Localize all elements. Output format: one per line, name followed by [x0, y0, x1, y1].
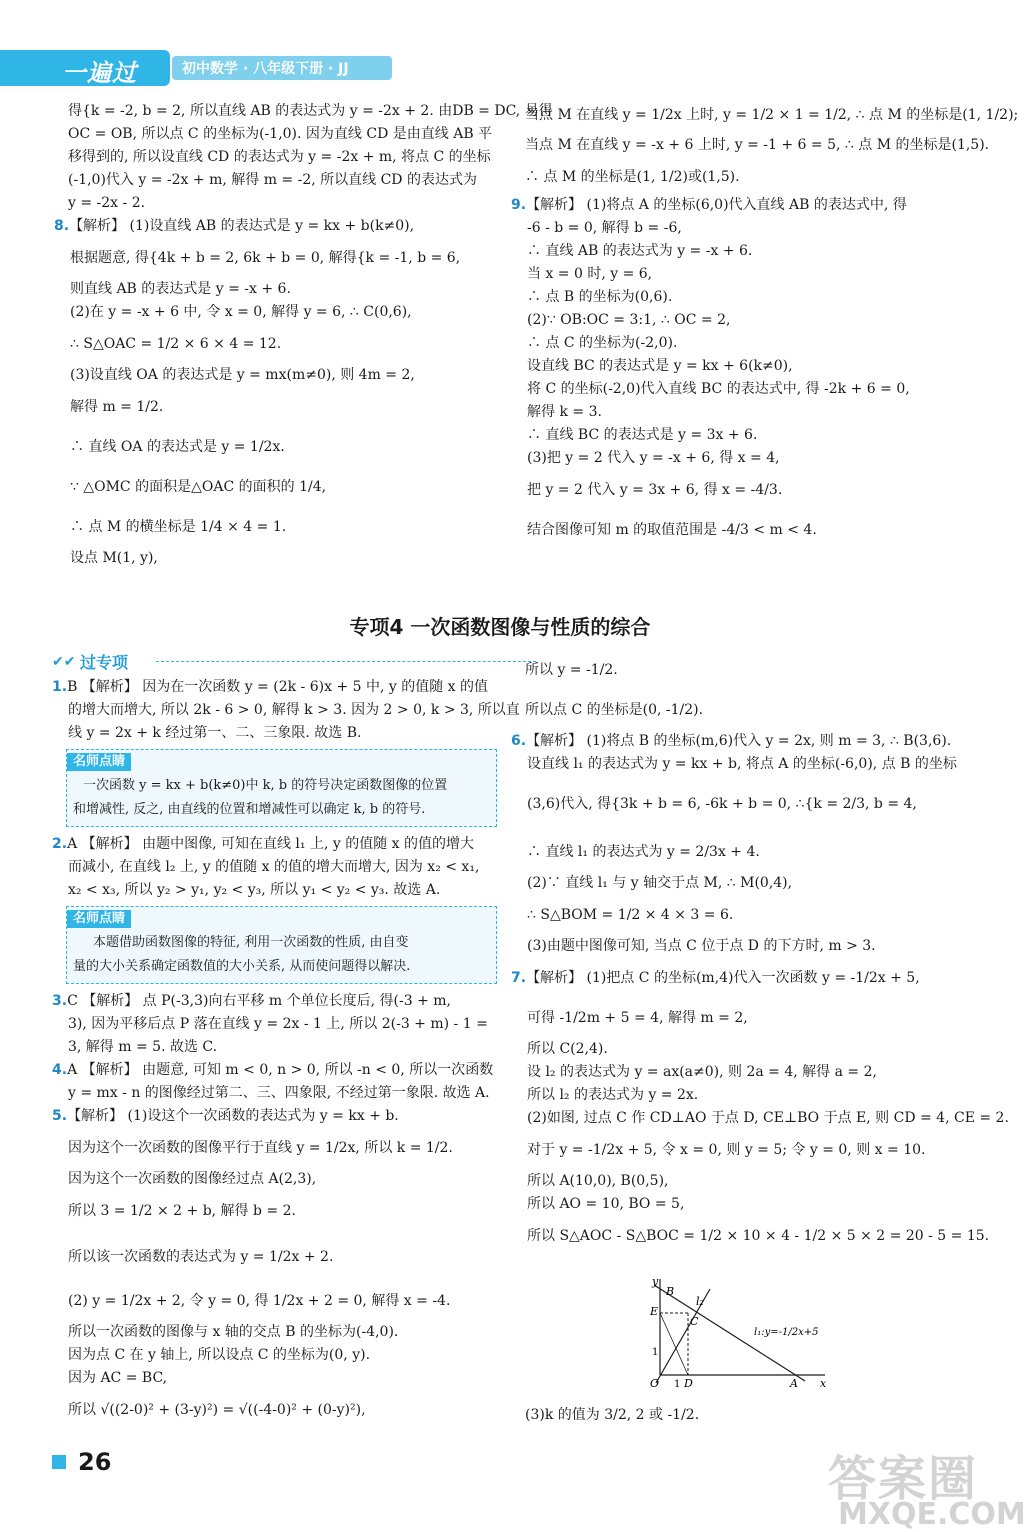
text-line: 【解析】 (1)将点 B 的坐标(m,6)代入 y = 2x, 则 m = 3, ∴ B(3,6). [526, 733, 952, 749]
text-line: 所以 AO = 10, BO = 5, [527, 1196, 685, 1212]
text-line: 移得到的, 所以设直线 CD 的表达式为 y = -2x + m, 将点 C 的坐标 [68, 149, 491, 165]
text-line: y = -2x - 2. [68, 195, 146, 211]
text-line: 得{k = -2, b = 2, 所以直线 AB 的表达式为 y = -2x + 2. 由DB = DC, 易得 [68, 103, 553, 119]
segment-ed [660, 1313, 688, 1375]
text-line: (3)设直线 OA 的表达式是 y = mx(m≠0), 则 4m = 2, [70, 367, 415, 383]
text-line: 设 l₂ 的表达式为 y = ax(a≠0), 则 2a = 4, 解得 a = 2, [527, 1064, 877, 1080]
practice-label: 过专项 [80, 653, 129, 672]
text-line: (2) y = 1/2x + 2, 令 y = 0, 得 1/2x + 2 = 0, 解得 x = -4. [68, 1293, 451, 1309]
text-line: 所以 C(2,4). [527, 1041, 608, 1057]
question-7 [511, 958, 1009, 1256]
text-line: ∴ 点 M 的坐标是(1, 1/2)或(1,5). [525, 169, 740, 185]
text-line: A 【解析】 由题意, 可知 m < 0, n > 0, 所以 -n < 0, 所以一次函数 [67, 1062, 494, 1078]
q7-final-answer [525, 1395, 955, 1435]
tip-box [66, 906, 497, 984]
text-line: 因为 AC = BC, [68, 1370, 168, 1386]
text-line: OC = OB, 所以点 C 的坐标为(-1,0). 因为直线 CD 是由直线 AB 平 [68, 126, 493, 142]
text-line: 所以 l₂ 的表达式为 y = 2x. [527, 1087, 699, 1103]
text-line: 当 x = 0 时, y = 6, [527, 266, 653, 282]
tip-line: 和增减性, 反之, 由直线的位置和增减性可以确定 k, b 的符号. [73, 802, 426, 817]
text-line: (3,6)代入, 得{3k + b = 6, -6k + b = 0, ∴{k = 2/3, b = 4, [527, 796, 917, 812]
text-line: 所以点 C 的坐标是(0, -1/2). [525, 702, 704, 718]
text-line: 设点 M(1, y), [70, 550, 158, 566]
text-line: 因为这个一次函数的图像平行于直线 y = 1/2x, 所以 k = 1/2. [68, 1140, 453, 1156]
text-line: (2)在 y = -x + 6 中, 令 x = 0, 解得 y = 6, ∴ C(0,6), [70, 304, 412, 320]
label-one-y: 1 [652, 1347, 659, 1358]
question-6 [511, 730, 955, 958]
tip-title: 名师点睛 [67, 753, 131, 771]
text-line: ∴ 直线 l₁ 的表达式为 y = 2/3x + 4. [527, 844, 760, 860]
text-line: 当点 M 在直线 y = -x + 6 上时, y = -1 + 6 = 5, ∴ 点 M 的坐标是(1,5). [525, 137, 990, 153]
page-number-text: 26 [78, 1448, 112, 1476]
text-line: (2)∵ OB:OC = 3:1, ∴ OC = 2, [527, 312, 731, 328]
text-line: 所以 √((2-0)² + (3-y)²) = √((-4-0)² + (0-y)²), [68, 1402, 366, 1418]
text-line: 3), 因为平移后点 P 落在直线 y = 2x - 1 上, 所以 2(-3 + m) - 1 = [68, 1016, 488, 1032]
text-line: 结合图像可知 m 的取值范围是 -4/3 < m < 4. [527, 522, 817, 538]
text-line: C 【解析】 点 P(-3,3)向右平移 m 个单位长度后, 得(-3 + m, [67, 993, 451, 1009]
text-line: 解得 m = 1/2. [70, 399, 164, 415]
text-line: 3, 解得 m = 5. 故选 C. [68, 1039, 218, 1055]
right-bottom-column [511, 650, 1009, 1256]
text-line: 所以 S△AOC - S△BOC = 1/2 × 10 × 4 - 1/2 × 5 × 2 = 20 - 5 = 15. [527, 1228, 990, 1244]
left-top-column [54, 100, 553, 570]
practice-label-bar [52, 650, 492, 672]
course-tag: 初中数学 · 八年级下册 · JJ [182, 61, 349, 77]
question-2 [52, 833, 497, 902]
question-number: 8. [54, 218, 70, 234]
text-line: 而减小, 在直线 l₂ 上, y 的值随 x 的值的增大而增大, 因为 x₂ < x₁, [68, 859, 480, 875]
question-number: 7. [511, 970, 527, 986]
watermark-url: MXQE.COM [838, 1497, 1026, 1532]
text-line: 【解析】 (1)设直线 AB 的表达式是 y = kx + b(k≠0), [69, 218, 415, 234]
question-9 [511, 194, 955, 550]
text-line: 将 C 的坐标(-2,0)代入直线 BC 的表达式中, 得 -2k + 6 = 0, [527, 381, 910, 397]
text-line: ∴ 直线 AB 的表达式为 y = -x + 6. [527, 243, 753, 259]
question-number: 3. [52, 993, 68, 1009]
tip-line: 一次函数 y = kx + b(k≠0)中 k, b 的符号决定函数图像的位置 [83, 778, 448, 793]
text-line: 所以 3 = 1/2 × 2 + b, 解得 b = 2. [68, 1203, 296, 1219]
question-number: 6. [511, 733, 527, 749]
label-b: B [666, 1285, 675, 1298]
section-title: 专项4 一次函数图像与性质的综合 [349, 615, 651, 639]
text-line: ∴ S△BOM = 1/2 × 4 × 3 = 6. [527, 907, 734, 923]
text-line: ∴ 点 C 的坐标为(-2,0). [527, 335, 678, 351]
text-line: 当点 M 在直线 y = 1/2x 上时, y = 1/2 × 1 = 1/2, ∴ 点 M 的坐标是(1, 1/2); [525, 107, 1019, 123]
text-line: -6 - b = 0, 解得 b = -6, [527, 220, 682, 236]
label-l2: l₂ [696, 1295, 704, 1308]
dashed-rule [156, 661, 536, 662]
label-x: x [820, 1377, 827, 1390]
question-5 [52, 1105, 497, 1430]
text-line: 的增大而增大, 所以 2k - 6 > 0, 解得 k > 3. 因为 2 > 0, k > 3, 所以直 [68, 702, 520, 718]
text-line: (3)k 的值为 3/2, 2 或 -1/2. [525, 1407, 700, 1423]
text-line: 【解析】 (1)把点 C 的坐标(m,4)代入一次函数 y = -1/2x + 5, [526, 970, 920, 986]
text-line: B 【解析】 因为在一次函数 y = (2k - 6)x + 5 中, y 的值随 x 的值 [67, 679, 489, 695]
text-line: ∴ 点 B 的坐标为(0,6). [527, 289, 673, 305]
question-number: 2. [52, 836, 68, 852]
text-line: 所以 y = -1/2. [525, 662, 618, 678]
question-number: 4. [52, 1062, 68, 1078]
label-o: O [650, 1377, 660, 1390]
label-c: C [690, 1315, 699, 1328]
text-line: y = mx - n 的图像经过第二、三、四象限, 不经过第一象限. 故选 A. [68, 1085, 490, 1101]
question-number: 9. [511, 197, 527, 213]
left-bottom-column [52, 676, 520, 1430]
text-line: 设直线 BC 的表达式是 y = kx + 6(k≠0), [527, 358, 793, 374]
text-line: (2)如图, 过点 C 作 CD⊥AO 于点 D, CE⊥BO 于点 E, 则 CD = 4, CE = 2. [527, 1110, 1009, 1126]
text-line: 所以一次函数的图像与 x 轴的交点 B 的坐标为(-4,0). [68, 1324, 399, 1340]
text-line: 所以 A(10,0), B(0,5), [527, 1173, 669, 1189]
text-line: 因为点 C 在 y 轴上, 所以设点 C 的坐标为(0, y). [68, 1347, 371, 1363]
header-bar [0, 50, 440, 86]
question-number: 1. [52, 679, 68, 695]
text-line: 对于 y = -1/2x + 5, 令 x = 0, 则 y = 5; 令 y = 0, 则 x = 10. [527, 1142, 926, 1158]
text-line: A 【解析】 由题中图像, 可知在直线 l₁ 上, y 的值随 x 的值的增大 [67, 836, 475, 852]
text-line: ∴ 直线 OA 的表达式是 y = 1/2x. [70, 439, 285, 455]
text-line: ∴ S△OAC = 1/2 × 6 × 4 = 12. [70, 336, 282, 352]
tip-line: 量的大小关系确定函数值的大小关系, 从而使问题得以解决. [73, 959, 411, 974]
text-line: x₂ < x₃, 所以 y₂ > y₁, y₂ < y₃, 所以 y₁ < y₂ < y₃. 故选 A. [68, 882, 441, 898]
tip-line: 本题借助函数图像的特征, 利用一次函数的性质, 由自变 [93, 935, 409, 950]
text-line: 可得 -1/2m + 5 = 4, 解得 m = 2, [527, 1010, 748, 1026]
label-y: y [652, 1275, 659, 1288]
tip-box [66, 749, 497, 827]
label-d: D [684, 1377, 693, 1390]
text-line: ∴ 直线 BC 的表达式是 y = 3x + 6. [527, 427, 758, 443]
text-line: 则直线 AB 的表达式是 y = -x + 6. [70, 281, 291, 297]
question-3 [52, 990, 497, 1059]
text-line: (-1,0)代入 y = -2x + m, 解得 m = -2, 所以直线 CD 的表达式为 [68, 172, 477, 188]
text-line: 把 y = 2 代入 y = 3x + 6, 得 x = -4/3. [527, 482, 783, 498]
label-l1: l₁:y=-1/2x+5 [754, 1327, 819, 1338]
right-top-column [511, 100, 1019, 550]
text-line: 因为这个一次函数的图像经过点 A(2,3), [68, 1171, 317, 1187]
text-line: (2)∵ 直线 l₁ 与 y 轴交于点 M, ∴ M(0,4), [527, 875, 793, 891]
question-number: 5. [52, 1108, 68, 1124]
question-4 [52, 1059, 497, 1105]
text-line: 线 y = 2x + k 经过第一、二、三象限. 故选 B. [68, 725, 362, 741]
label-a: A [790, 1377, 798, 1390]
q7-figure [640, 1275, 830, 1395]
label-e: E [650, 1305, 659, 1318]
text-line: (3)把 y = 2 代入 y = -x + 6, 得 x = 4, [527, 450, 780, 466]
brand-logo: 一遍过 [62, 59, 137, 87]
label-one-x: 1 [674, 1379, 681, 1390]
question-8 [54, 215, 498, 570]
text-line: (3)由题中图像可知, 当点 C 位于点 D 的下方时, m > 3. [527, 938, 876, 954]
text-line: 【解析】 (1)设这个一次函数的表达式为 y = kx + b. [67, 1108, 399, 1124]
question-1 [52, 676, 520, 745]
text-line: ∴ 点 M 的横坐标是 1/4 × 4 = 1. [70, 519, 287, 535]
text-line: ∵ △OMC 的面积是△OAC 的面积的 1/4, [70, 479, 327, 495]
text-line: 根据题意, 得{4k + b = 2, 6k + b = 0, 解得{k = -1, b = 6, [70, 250, 461, 266]
text-line: 解得 k = 3. [527, 404, 602, 420]
tip-title: 名师点睛 [67, 910, 131, 928]
page-number [52, 1448, 111, 1476]
text-line: 所以该一次函数的表达式为 y = 1/2x + 2. [68, 1249, 334, 1265]
watermark-logo: 答案圈 [828, 1451, 979, 1507]
text-line: 设直线 l₁ 的表达式为 y = kx + b, 将点 A 的坐标(-6,0), 点 B 的坐标 [527, 756, 957, 772]
check-wing-icon: ✔✔ [52, 654, 76, 670]
text-line: 【解析】 (1)将点 A 的坐标(6,0)代入直线 AB 的表达式中, 得 [526, 197, 907, 213]
